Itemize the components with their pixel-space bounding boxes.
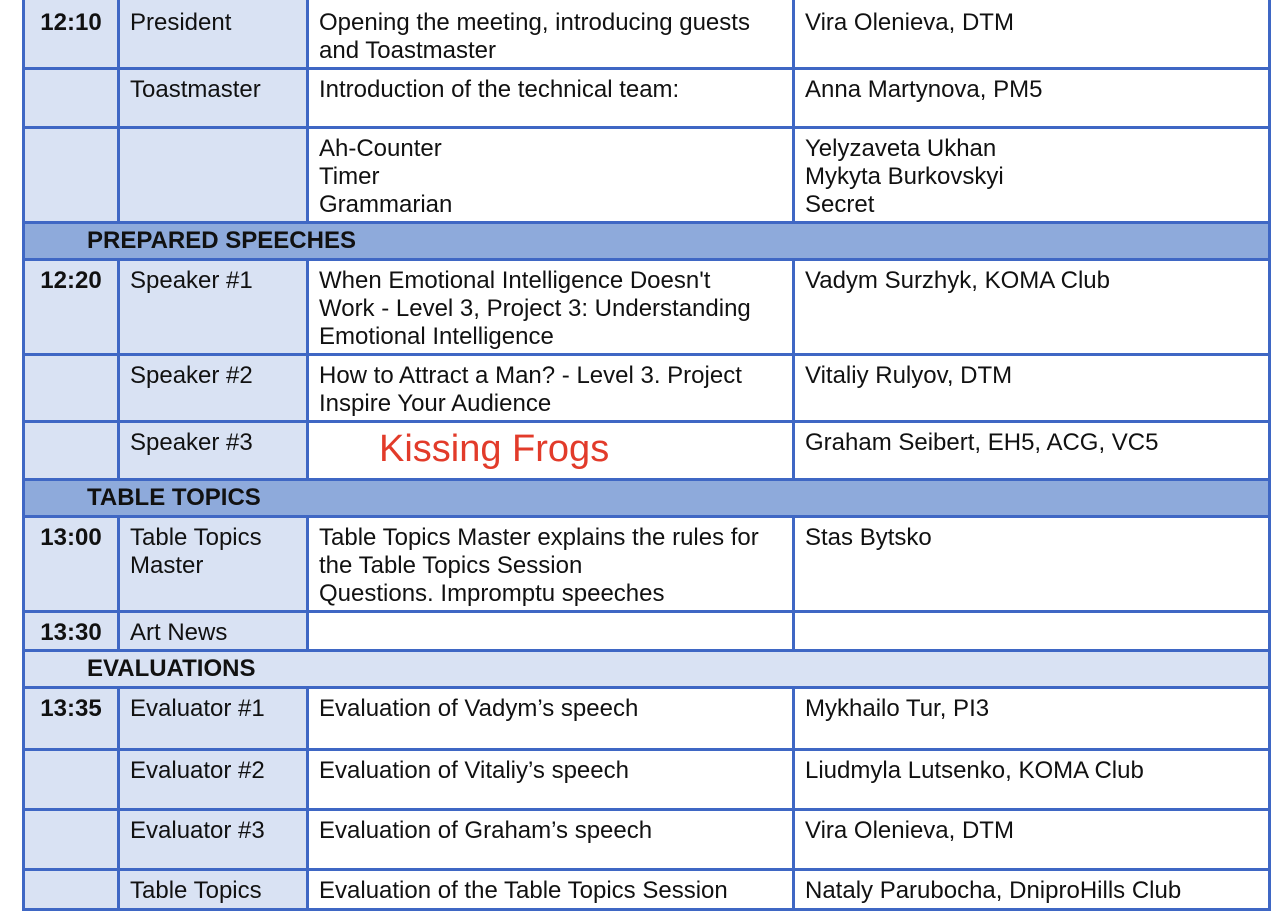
person-name: Anna Martynova, PM5 [805, 76, 1043, 103]
name-cell [794, 128, 1270, 223]
section-heading: TABLE TOPICS [24, 480, 1270, 517]
description-line: the Table Topics Session [319, 552, 583, 579]
name-cell [794, 0, 1270, 69]
table-row [24, 260, 1270, 355]
time-cell: 12:10 [24, 0, 119, 69]
person-name: Mykhailo Tur, PI3 [805, 695, 990, 722]
time-cell [24, 750, 119, 810]
time-cell: 13:35 [24, 688, 119, 750]
role-cell: Toastmaster [119, 69, 308, 128]
table-row [24, 688, 1270, 750]
description-line: Inspire Your Audience [319, 390, 552, 417]
description-line: Work - Level 3, Project 3: Understanding [319, 295, 751, 322]
table-row [24, 517, 1270, 612]
role-cell: Art News [119, 612, 308, 651]
person-name: Stas Bytsko [805, 524, 932, 551]
person-name: Graham Seibert, EH5, ACG, VC5 [805, 429, 1159, 456]
description-cell [308, 517, 794, 612]
time-cell: 13:30 [24, 612, 119, 651]
description-line: Opening the meeting, introducing guests [319, 9, 750, 36]
description-line: When Emotional Intelligence Doesn't [319, 267, 711, 294]
description-line: Table Topics Master explains the rules for [319, 524, 759, 551]
table-row [24, 128, 1270, 223]
description-cell [308, 810, 794, 870]
description-cell [308, 750, 794, 810]
role-line: Master [130, 552, 204, 579]
description-cell [308, 870, 794, 910]
time-cell: 12:20 [24, 260, 119, 355]
time-cell [24, 870, 119, 910]
meeting-agenda-table [22, 0, 1271, 911]
role-cell: Speaker #2 [119, 355, 308, 422]
name-cell [794, 750, 1270, 810]
section-heading: PREPARED SPEECHES [24, 223, 1270, 260]
speech-title: Kissing Frogs [379, 428, 610, 470]
description-cell [308, 422, 794, 480]
time-cell [24, 355, 119, 422]
person-name: Vira Olenieva, DTM [805, 817, 1014, 844]
name-cell [794, 688, 1270, 750]
description-cell [308, 128, 794, 223]
description-line: Emotional Intelligence [319, 323, 554, 350]
description-line: Questions. Impromptu speeches [319, 580, 665, 607]
person-name: Yelyzaveta Ukhan [805, 135, 997, 162]
description-line: Introduction of the technical team: [319, 76, 680, 103]
person-name: Mykyta Burkovskyi [805, 163, 1004, 190]
time-cell [24, 69, 119, 128]
table-row [24, 612, 1270, 651]
person-name: Vira Olenieva, DTM [805, 9, 1014, 36]
name-cell [794, 517, 1270, 612]
section-row [24, 480, 1270, 517]
description-line: Grammarian [319, 191, 453, 218]
description-line: Evaluation of Vadym’s speech [319, 695, 639, 722]
description-cell [308, 260, 794, 355]
description-line: Ah-Counter [319, 135, 442, 162]
name-cell [794, 355, 1270, 422]
table-row [24, 355, 1270, 422]
person-name: Secret [805, 191, 875, 218]
person-name: Nataly Parubocha, DniproHills Club [805, 877, 1182, 904]
description-line: Evaluation of Vitaliy’s speech [319, 757, 629, 784]
name-cell [794, 260, 1270, 355]
section-row [24, 223, 1270, 260]
person-name: Vadym Surzhyk, KOMA Club [805, 267, 1110, 294]
role-cell: Speaker #3 [119, 422, 308, 480]
table-row [24, 422, 1270, 480]
person-name: Liudmyla Lutsenko, KOMA Club [805, 757, 1144, 784]
time-cell [24, 128, 119, 223]
section-row [24, 651, 1270, 688]
role-cell: Evaluator #3 [119, 810, 308, 870]
description-cell [308, 688, 794, 750]
table-row [24, 69, 1270, 128]
name-cell [794, 69, 1270, 128]
description-cell [308, 69, 794, 128]
table-row [24, 750, 1270, 810]
role-cell: Evaluator #1 [119, 688, 308, 750]
description-line: How to Attract a Man? - Level 3. Project [319, 362, 742, 389]
name-cell [794, 870, 1270, 910]
role-cell: Evaluator #2 [119, 750, 308, 810]
description-cell [308, 0, 794, 69]
description-line: and Toastmaster [319, 37, 496, 64]
person-name: Vitaliy Rulyov, DTM [805, 362, 1013, 389]
time-cell: 13:00 [24, 517, 119, 612]
name-cell [794, 810, 1270, 870]
role-cell [119, 517, 308, 612]
role-cell [119, 128, 308, 223]
description-line: Evaluation of the Table Topics Session [319, 877, 728, 904]
role-cell: President [119, 0, 308, 69]
table-row [24, 870, 1270, 910]
table-row [24, 810, 1270, 870]
role-cell: Speaker #1 [119, 260, 308, 355]
description-line: Timer [319, 163, 380, 190]
table-row [24, 0, 1270, 69]
name-cell [794, 422, 1270, 480]
time-cell [24, 422, 119, 480]
time-cell [24, 810, 119, 870]
description-line: Evaluation of Graham’s speech [319, 817, 653, 844]
name-cell [794, 612, 1270, 651]
description-cell [308, 612, 794, 651]
role-cell: Table Topics [119, 870, 308, 910]
description-cell [308, 355, 794, 422]
role-line: Table Topics [130, 524, 262, 551]
section-heading: EVALUATIONS [24, 651, 1270, 688]
